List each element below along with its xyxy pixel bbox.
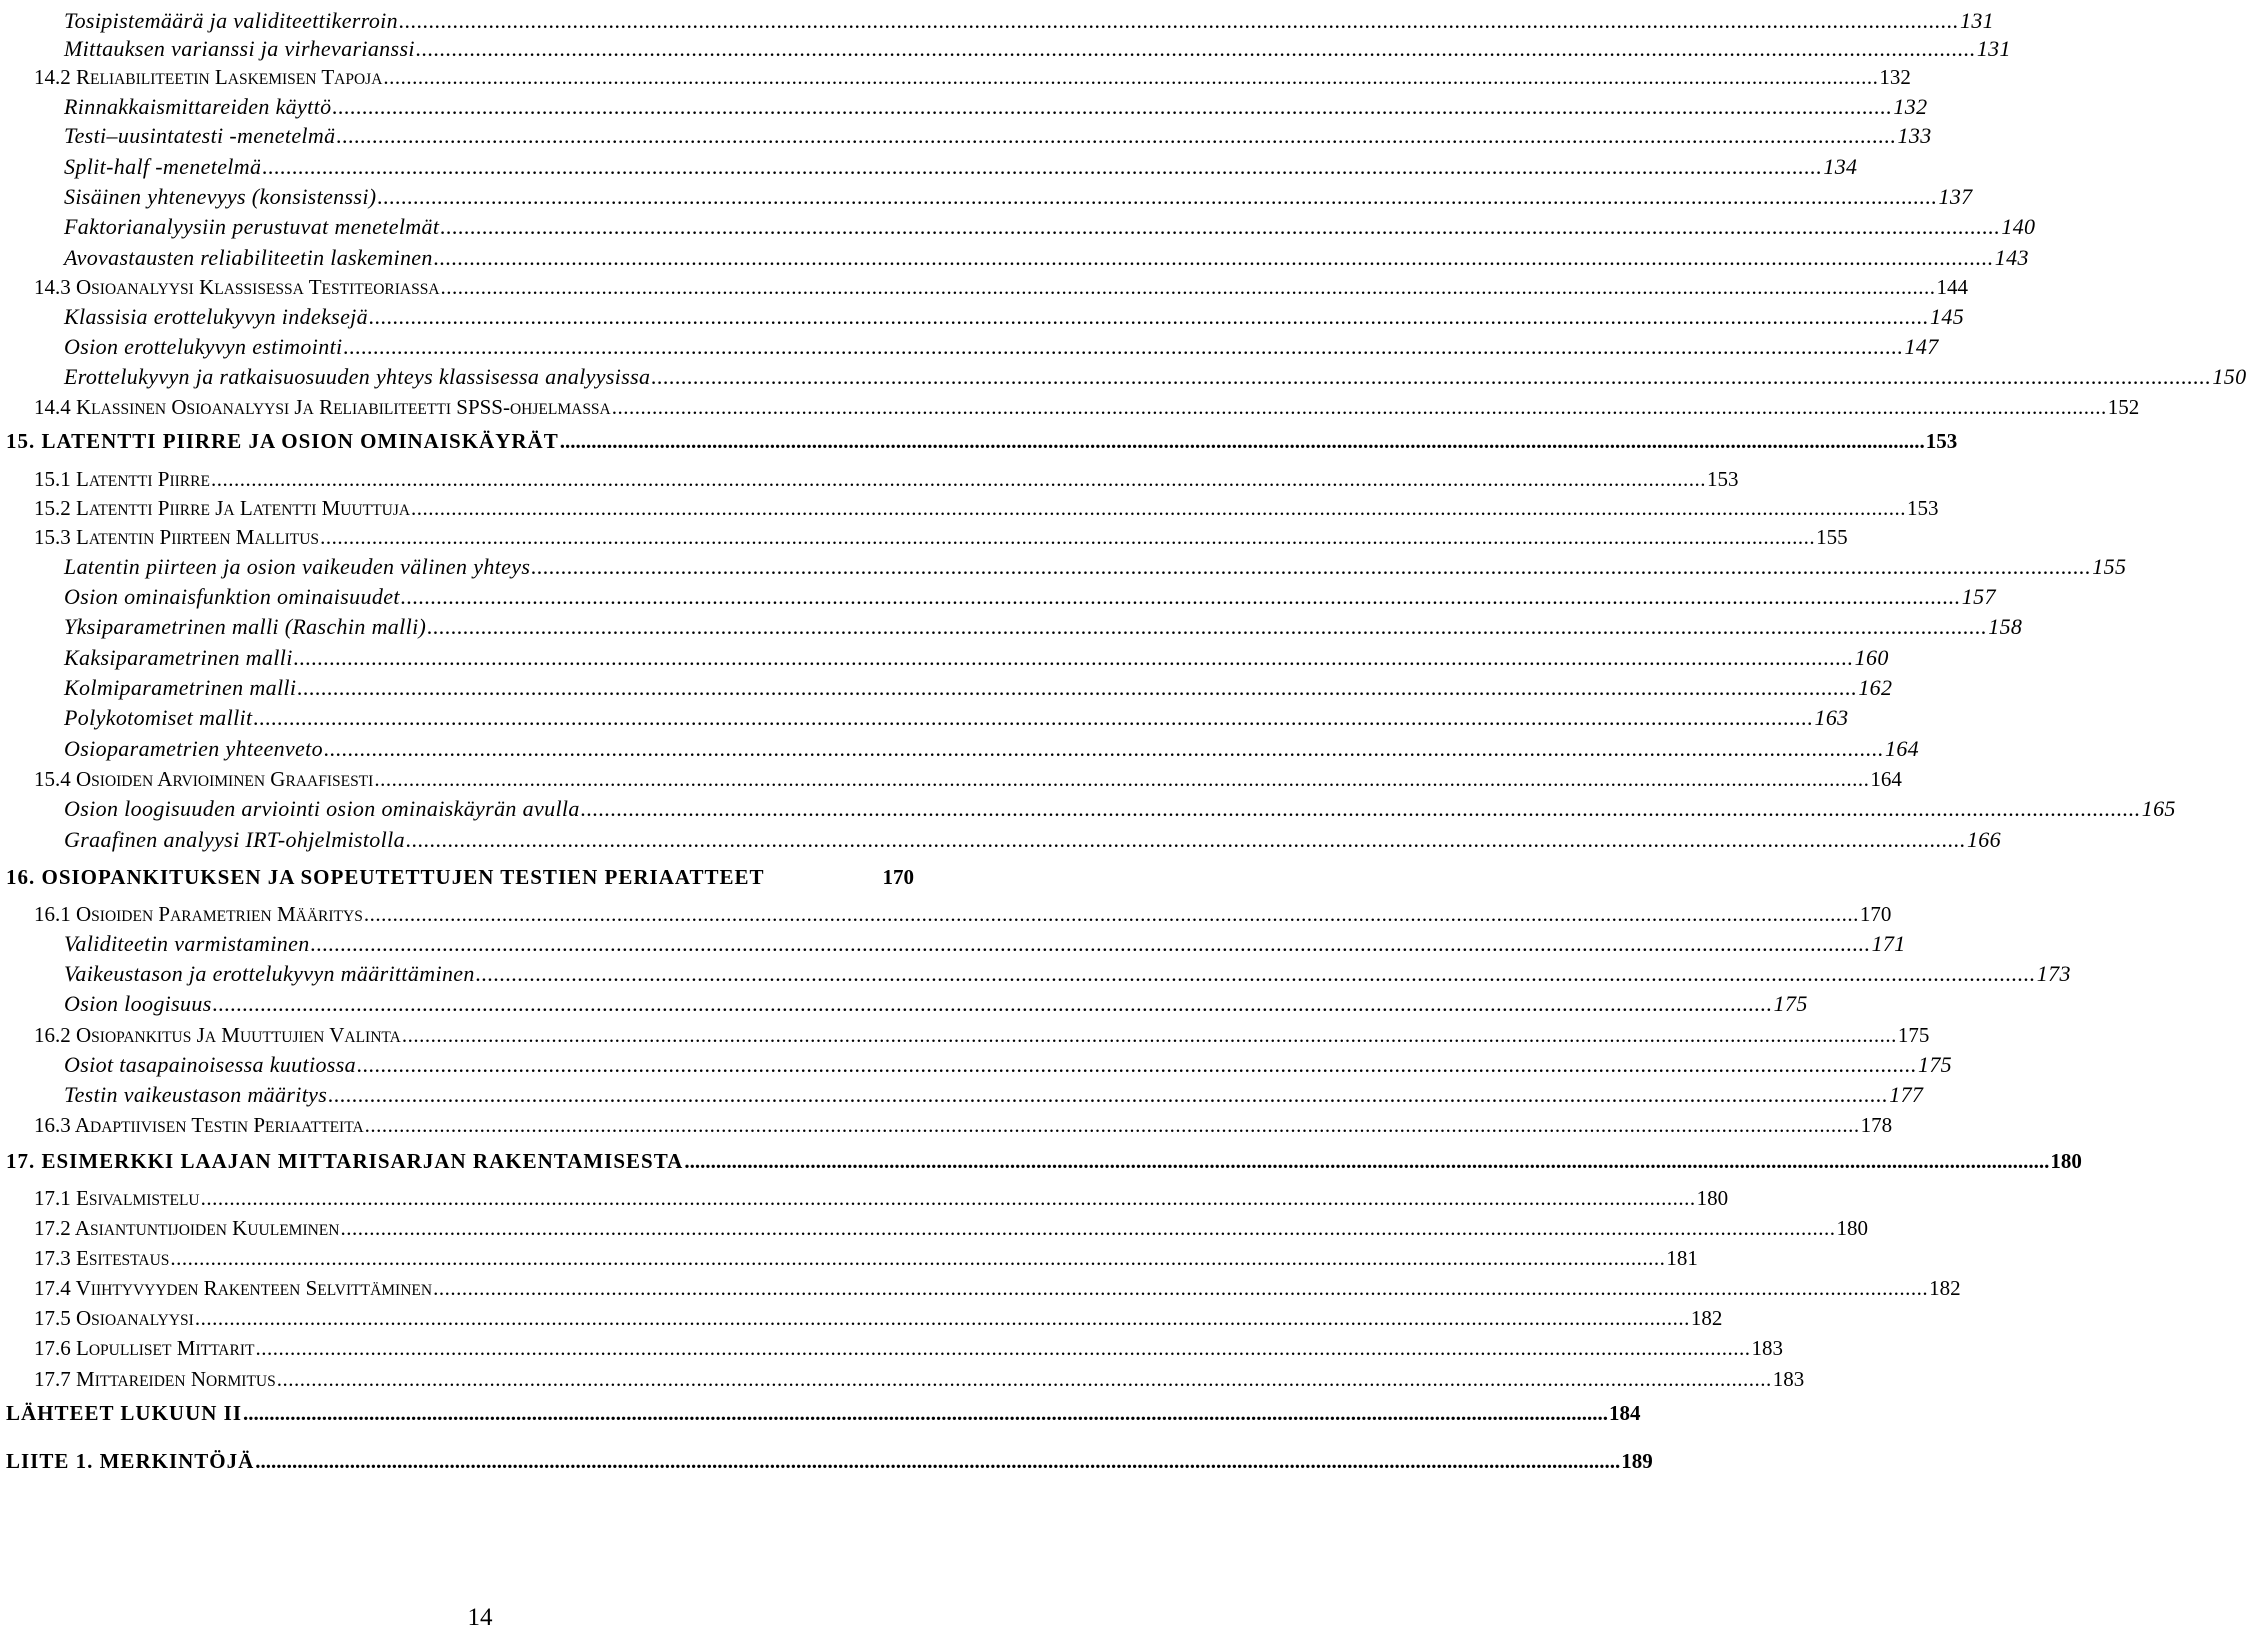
- toc-entry-title: 17.3 ESITESTAUS: [34, 1246, 170, 1270]
- toc-entry-title: Testi–uusintatesti -menetelmä: [64, 123, 336, 148]
- toc-entry: [34, 1358, 1805, 1391]
- toc-entry-title: Kolmiparametrinen malli: [64, 675, 297, 700]
- toc-entry-title: Klassisia erottelukyvyn indeksejä: [64, 304, 368, 329]
- toc-leader-dots: ....................................................................................................................................................................................................................................................................: [255, 1449, 1621, 1473]
- toc-leader-dots: ....................................................................................................................................................................................................................................................................: [255, 1336, 1751, 1360]
- toc-entry: [64, 1074, 1924, 1107]
- toc-leader-dots: ....................................................................................................................................................................................................................................................................: [440, 275, 1936, 299]
- toc-entry-title: 14.2 RELIABILITEETIN LASKEMISEN TAPOJA: [34, 65, 383, 89]
- toc-entry: [64, 637, 1889, 670]
- toc-leader-dots: ....................................................................................................................................................................................................................................................................: [356, 1052, 1917, 1077]
- toc-entry-title: Osion erottelukyvyn estimointi: [64, 334, 343, 359]
- toc-entry: [64, 576, 1996, 609]
- toc-leader-dots: ....................................................................................................................................................................................................................................................................: [411, 496, 1907, 520]
- toc-leader-dots: ....................................................................................................................................................................................................................................................................: [340, 1216, 1836, 1240]
- toc-leader-dots: ....................................................................................................................................................................................................................................................................: [243, 1401, 1609, 1425]
- toc-page-number: 164: [1870, 767, 1902, 791]
- toc-entry: [64, 206, 2036, 239]
- toc-entry-title: 17.6 LOPULLISET MITTARIT: [34, 1336, 255, 1360]
- toc-leader-dots: ....................................................................................................................................................................................................................................................................: [475, 961, 2036, 986]
- toc-entry-title: Osion loogisuuden arviointi osion ominaiskäyrän avulla: [64, 796, 580, 821]
- toc-entry: [64, 983, 1808, 1016]
- toc-section-number: 17.1: [34, 1186, 76, 1210]
- toc-entry-title: 15.4 OSIOIDEN ARVIOIMINEN GRAAFISESTI: [34, 767, 374, 791]
- toc-leader-dots: ....................................................................................................................................................................................................................................................................: [310, 931, 1871, 956]
- toc-entry: [64, 546, 2127, 579]
- toc-section-number: 15.1: [34, 467, 76, 491]
- toc-page-number: 137: [1938, 184, 1973, 209]
- toc-entry: [6, 1440, 1653, 1473]
- toc-entry: [64, 923, 1906, 956]
- toc-page-number: 180: [1836, 1216, 1868, 1240]
- toc-leader-dots: ....................................................................................................................................................................................................................................................................: [212, 991, 1773, 1016]
- toc-page-number: 143: [1994, 245, 2029, 270]
- toc-leader-dots: ....................................................................................................................................................................................................................................................................: [651, 364, 2212, 389]
- toc-entry: [34, 1104, 1893, 1137]
- toc-entry-title: Rinnakkaismittareiden käyttö: [64, 94, 332, 119]
- toc-page-number: 170: [1859, 902, 1892, 926]
- toc-entry: [34, 1237, 1698, 1270]
- toc-leader-dots: ....................................................................................................................................................................................................................................................................: [297, 675, 1858, 700]
- toc-leader-dots: ....................................................................................................................................................................................................................................................................: [400, 584, 1961, 609]
- toc-entry: [64, 356, 2246, 389]
- toc-entry: [64, 115, 1932, 148]
- toc-page-number: 177: [1889, 1082, 1924, 1107]
- toc-entry-title: Osiot tasapainoisessa kuutiossa: [64, 1052, 356, 1077]
- toc-entry-title: Sisäinen yhtenevyys (konsistenssi): [64, 184, 377, 209]
- toc-entry: [64, 237, 2029, 270]
- toc-entry-title: Osion ominaisfunktion ominaisuudet: [64, 584, 400, 609]
- toc-section-number: 15.3: [34, 525, 76, 549]
- toc-entry: [64, 953, 2071, 986]
- toc-page-number: 147: [1904, 334, 1939, 359]
- toc-section-number: 17.6: [34, 1336, 76, 1360]
- toc-page-number: 170: [882, 865, 914, 889]
- toc-entry: [64, 728, 1920, 761]
- toc-leader-dots: ....................................................................................................................................................................................................................................................................: [210, 467, 1706, 491]
- toc-entry: [6, 420, 1958, 453]
- toc-page-number: 150: [2212, 364, 2246, 389]
- toc-entry: [34, 1267, 1961, 1300]
- toc-leader-dots: ....................................................................................................................................................................................................................................................................: [374, 767, 1870, 791]
- toc-section-number: 17.5: [34, 1306, 76, 1330]
- toc-leader-dots: ....................................................................................................................................................................................................................................................................: [433, 1276, 1929, 1300]
- toc-page-number: 155: [2092, 554, 2127, 579]
- toc-page-number: 140: [2001, 214, 2036, 239]
- toc-entry: [64, 1044, 1953, 1077]
- toc-page-number: 173: [2036, 961, 2071, 986]
- toc-section-number: 17.4: [34, 1276, 76, 1300]
- toc-page-number: 182: [1929, 1276, 1961, 1300]
- toc-entry: [34, 1177, 1729, 1210]
- toc-entry-title: 16.3 ADAPTIIVISEN TESTIN PERIAATTEITA: [34, 1113, 364, 1137]
- toc-leader-dots: ....................................................................................................................................................................................................................................................................: [415, 36, 1976, 61]
- toc-entry-title: Osioparametrien yhteenveto: [64, 736, 323, 761]
- toc-page-number: 144: [1936, 275, 1969, 299]
- toc-leader-dots: ....................................................................................................................................................................................................................................................................: [433, 245, 1994, 270]
- toc-page-number: 184: [1609, 1401, 1641, 1425]
- toc-entry: [34, 758, 1902, 791]
- toc-section-number: 17.2: [34, 1216, 75, 1240]
- toc-entry: [34, 386, 2140, 419]
- toc-entry: [34, 1014, 1930, 1047]
- toc-leader-dots: ....................................................................................................................................................................................................................................................................: [194, 1306, 1690, 1330]
- toc-page-number: 145: [1930, 304, 1965, 329]
- toc-leader-dots: ....................................................................................................................................................................................................................................................................: [405, 827, 1966, 852]
- toc-section-number: 16.2: [34, 1023, 76, 1047]
- toc-entry-title: LIITE 1. MERKINTÖJÄ: [6, 1449, 255, 1473]
- toc-entry-title: 14.3 OSIOANALYYSI KLASSISESSA TESTITEORIASSA: [34, 275, 440, 299]
- toc-leader-dots: ....................................................................................................................................................................................................................................................................: [253, 705, 1814, 730]
- toc-page-number: 132: [1879, 65, 1911, 89]
- toc-page-number: 165: [2141, 796, 2176, 821]
- toc-leader-dots: ....................................................................................................................................................................................................................................................................: [580, 796, 2141, 821]
- toc-entry: [6, 1392, 1641, 1425]
- toc-entry-title: Polykotomiset mallit: [64, 705, 253, 730]
- toc-leader-dots: ....................................................................................................................................................................................................................................................................: [262, 154, 1823, 179]
- toc-page-number: 160: [1854, 645, 1889, 670]
- toc-leader-dots: ....................................................................................................................................................................................................................................................................: [440, 214, 2001, 239]
- toc-entry-title: 17.2 ASIANTUNTIJOIDEN KUULEMINEN: [34, 1216, 340, 1240]
- toc-entry-title: 15. LATENTTI PIIRRE JA OSION OMINAISKÄYRÄT: [6, 429, 559, 453]
- toc-entry-title: Tosipistemäärä ja validiteettikerroin: [64, 8, 398, 33]
- toc-entry-title: 16. OSIOPANKITUKSEN JA SOPEUTETTUJEN TESTIEN PERIAATTEET: [6, 865, 765, 889]
- toc-page-number: 164: [1884, 736, 1920, 761]
- toc-entry-title: Avovastausten reliabiliteetin laskeminen: [64, 245, 433, 270]
- toc-entry: [34, 893, 1892, 926]
- toc-entry: [64, 788, 2176, 821]
- toc-page-number: 157: [1961, 584, 1996, 609]
- toc-entry: [64, 176, 1973, 209]
- toc-entry-title: Validiteetin varmistaminen: [64, 931, 310, 956]
- toc-leader-dots: ....................................................................................................................................................................................................................................................................: [328, 1082, 1889, 1107]
- toc-page-number: 155: [1816, 525, 1848, 549]
- toc-leader-dots: ....................................................................................................................................................................................................................................................................: [293, 645, 1854, 670]
- toc-leader-dots: ....................................................................................................................................................................................................................................................................: [377, 184, 1938, 209]
- toc-entry-title: 15.2 LATENTTI PIIRRE JA LATENTTI MUUTTUJA: [34, 496, 411, 520]
- toc-section-number: 14.4: [34, 395, 76, 419]
- toc-section-number: 17.7: [34, 1367, 76, 1391]
- toc-entry: [34, 56, 1911, 89]
- toc-page-number: 183: [1772, 1367, 1805, 1391]
- toc-entry: [34, 1207, 1868, 1240]
- toc-entry-title: 17.5 OSIOANALYYSI: [34, 1306, 194, 1330]
- toc-entry-title: Mittauksen varianssi ja virhevarianssi: [64, 36, 415, 61]
- toc-page-number: 189: [1621, 1449, 1653, 1473]
- toc-section-number: 15.4: [34, 767, 76, 791]
- toc-leader-dots: ....................................................................................................................................................................................................................................................................: [369, 304, 1929, 329]
- toc-leader-dots: ....................................................................................................................................................................................................................................................................: [611, 395, 2107, 419]
- toc-entry-title: Faktorianalyysiin perustuvat menetelmät: [64, 214, 440, 239]
- toc-page-number: 178: [1860, 1113, 1893, 1137]
- toc-page-number: 158: [1988, 614, 2023, 639]
- toc-entry: [64, 146, 1858, 179]
- toc-entry: [64, 86, 1928, 119]
- toc-leader-dots: ....................................................................................................................................................................................................................................................................: [276, 1367, 1772, 1391]
- toc-entry: [34, 458, 1739, 491]
- toc-page-number: 153: [1907, 496, 1939, 520]
- toc-section-number: 16.3: [34, 1113, 75, 1137]
- toc-page-number: 181: [1666, 1246, 1698, 1270]
- toc-section-number: 14.3: [34, 275, 76, 299]
- toc-page-number: 180: [1696, 1186, 1729, 1210]
- toc-entry: [64, 667, 1893, 700]
- toc-entry-title: 17.1 ESIVALMISTELU: [34, 1186, 200, 1210]
- toc-entry-title: Yksiparametrinen malli (Raschin malli): [64, 614, 427, 639]
- toc-leader-dots: ....................................................................................................................................................................................................................................................................: [684, 1149, 2050, 1173]
- toc-page-number: 166: [1966, 827, 2001, 852]
- toc-entry: [64, 819, 2001, 852]
- toc-page-number: 162: [1858, 675, 1893, 700]
- toc-entry: [6, 856, 914, 888]
- page-number: 14: [467, 1604, 493, 1631]
- toc-page-number: 153: [1925, 429, 1958, 453]
- toc-entry: [6, 1140, 2082, 1173]
- toc-leader-dots: ....................................................................................................................................................................................................................................................................: [559, 429, 1925, 453]
- toc-page-number: 131: [1976, 36, 2011, 61]
- toc-page-number: 180: [2050, 1149, 2082, 1173]
- toc-leader-dots: ....................................................................................................................................................................................................................................................................: [531, 554, 2092, 579]
- toc-page-number: 152: [2107, 395, 2140, 419]
- toc-entry: [64, 326, 1939, 359]
- toc-entry-title: Split-half -menetelmä: [64, 154, 262, 179]
- toc-entry-title: Graafinen analyysi IRT-ohjelmistolla: [64, 827, 405, 852]
- toc-page-number: 153: [1706, 467, 1739, 491]
- toc-entry-title: LÄHTEET LUKUUN II: [6, 1401, 243, 1425]
- toc-leader-dots: ....................................................................................................................................................................................................................................................................: [383, 65, 1879, 89]
- toc-entry-title: 17. ESIMERKKI LAAJAN MITTARISARJAN RAKENTAMISESTA: [6, 1149, 684, 1173]
- toc-entry-title: 14.4 KLASSINEN OSIOANALYYSI JA RELIABILITEETTI SPSS-OHJELMASSA: [34, 395, 611, 419]
- toc-entry-title: Osion loogisuus: [64, 991, 212, 1016]
- toc-leader-dots: ....................................................................................................................................................................................................................................................................: [363, 902, 1859, 926]
- toc-entry-title: 15.1 LATENTTI PIIRRE: [34, 467, 210, 491]
- toc-entry-title: 16.2 OSIOPANKITUS JA MUUTTUJIEN VALINTA: [34, 1023, 401, 1047]
- toc-leader-dots: ....................................................................................................................................................................................................................................................................: [336, 123, 1897, 148]
- toc-page-number: 183: [1751, 1336, 1783, 1360]
- toc-entry-title: Kaksiparametrinen malli: [64, 645, 293, 670]
- toc-entry-title: 16.1 OSIOIDEN PARAMETRIEN MÄÄRITYS: [34, 902, 363, 926]
- toc-entry: [34, 516, 1848, 549]
- toc-page-number: 175: [1917, 1052, 1953, 1077]
- toc-section-number: 15.2: [34, 496, 76, 520]
- toc-leader-dots: ....................................................................................................................................................................................................................................................................: [401, 1023, 1897, 1047]
- toc-page-number: 182: [1690, 1306, 1723, 1330]
- toc-page-number: 133: [1897, 123, 1932, 148]
- toc-section-number: 17.3: [34, 1246, 76, 1270]
- toc-entry: [64, 606, 2023, 639]
- toc-leader-dots: ....................................................................................................................................................................................................................................................................: [398, 8, 1959, 33]
- toc-entry: [34, 266, 1969, 299]
- toc-entry: [64, 296, 1965, 329]
- toc-leader-dots: ....................................................................................................................................................................................................................................................................: [200, 1186, 1696, 1210]
- toc-leader-dots: ....................................................................................................................................................................................................................................................................: [320, 525, 1816, 549]
- toc-page-number: 175: [1773, 991, 1808, 1016]
- toc-entry: [34, 487, 1939, 520]
- toc-entry-title: Erottelukyvyn ja ratkaisuosuuden yhteys klassisessa analyysissa: [64, 364, 651, 389]
- toc-entry-title: 15.3 LATENTIN PIIRTEEN MALLITUS: [34, 525, 320, 549]
- toc-leader-dots: ....................................................................................................................................................................................................................................................................: [427, 614, 1988, 639]
- toc-entry-title: Testin vaikeustason määritys: [64, 1082, 328, 1107]
- toc-page-number: 132: [1893, 94, 1928, 119]
- toc-section-number: 14.2: [34, 65, 76, 89]
- toc-entry: [34, 1327, 1783, 1360]
- toc-leader-dots: ....................................................................................................................................................................................................................................................................: [364, 1113, 1860, 1137]
- toc-page-number: 171: [1871, 931, 1906, 956]
- toc-page-number: 131: [1959, 8, 1995, 33]
- toc-entry-title: Latentin piirteen ja osion vaikeuden välinen yhteys: [64, 554, 531, 579]
- toc-leader-dots: ....................................................................................................................................................................................................................................................................: [170, 1246, 1666, 1270]
- toc-section-number: 16.1: [34, 902, 76, 926]
- toc-entry-title: 17.4 VIIHTYVYYDEN RAKENTEEN SELVITTÄMINEN: [34, 1276, 433, 1300]
- toc-entry-title: Vaikeustason ja erottelukyvyn määrittäminen: [64, 961, 475, 986]
- toc-entry: [64, 697, 1849, 730]
- toc-leader-dots: ....................................................................................................................................................................................................................................................................: [332, 94, 1893, 119]
- toc-page-number: 134: [1823, 154, 1858, 179]
- toc-page-number: 163: [1814, 705, 1849, 730]
- toc-leader-dots: ....................................................................................................................................................................................................................................................................: [343, 334, 1904, 359]
- toc-entry: [34, 1297, 1723, 1330]
- toc-leader-dots: ....................................................................................................................................................................................................................................................................: [323, 736, 1884, 761]
- toc-page-number: 175: [1897, 1023, 1930, 1047]
- toc-entry-title: 17.7 MITTAREIDEN NORMITUS: [34, 1367, 276, 1391]
